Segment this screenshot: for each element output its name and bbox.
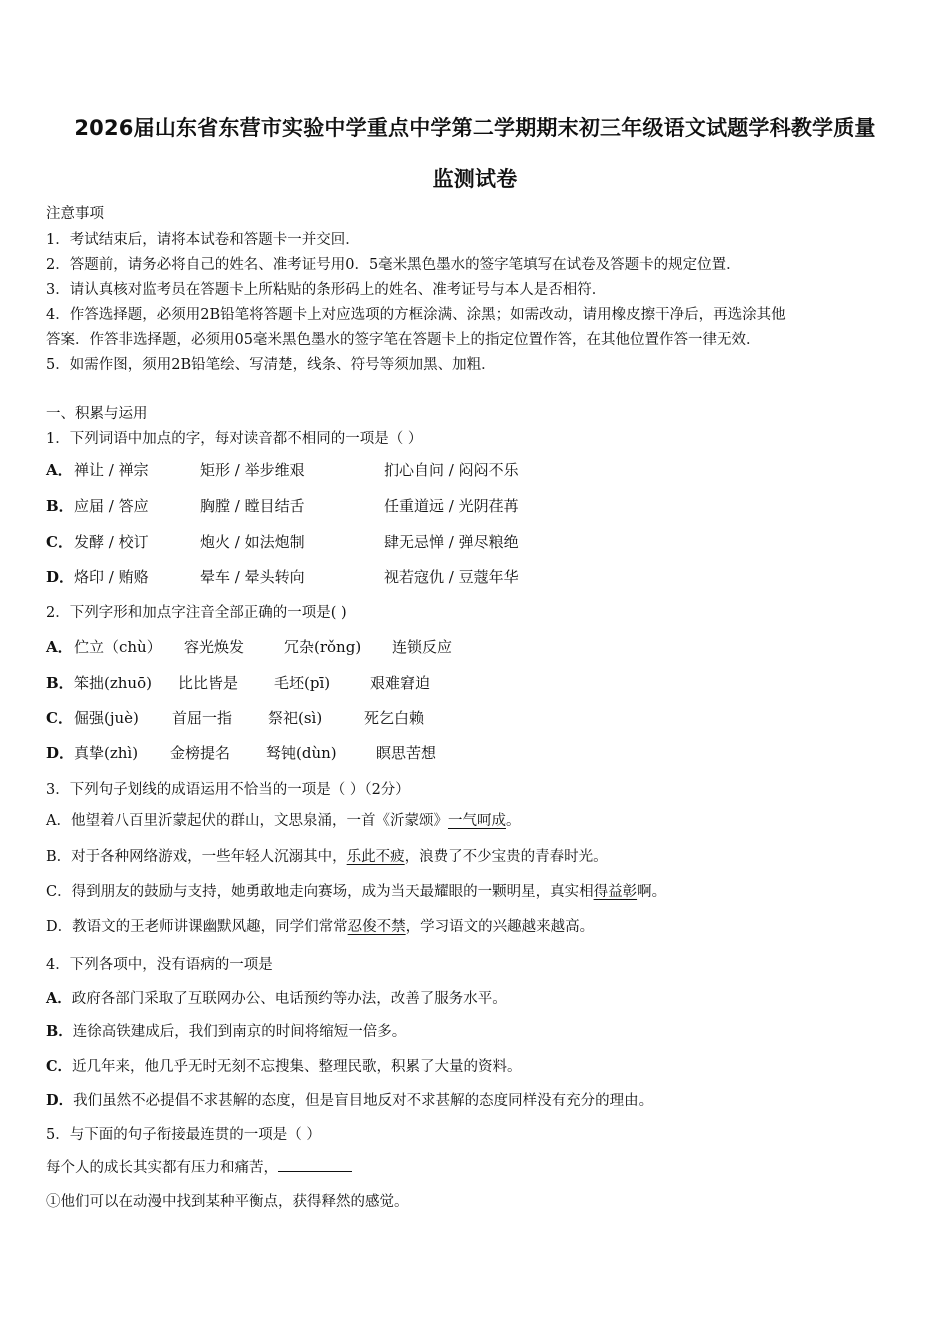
- q5-sentence: [46, 1156, 352, 1177]
- option-part: 任重道远 / 光阴荏苒: [384, 497, 519, 515]
- option-label: C．: [46, 709, 73, 727]
- option-text: 连徐高铁建成后，我们到南京的时间将缩短一倍多。: [72, 1024, 407, 1040]
- question-4-stem: 4．下列各项中，没有语病的一项是: [46, 957, 273, 973]
- option-part: 胸膛 / 瞠目结舌: [200, 497, 305, 515]
- option-part: 矩形 / 举步维艰: [200, 461, 305, 479]
- option-part: 晕车 / 晕头转向: [200, 568, 305, 586]
- section-heading: 一、积累与运用: [46, 406, 148, 422]
- q3-option-b: [46, 845, 608, 866]
- sentence-text: 每个人的成长其实都有压力和痛苦，: [46, 1160, 278, 1176]
- option-part: 比比皆是: [178, 674, 239, 692]
- option-part: 伫立（chù）: [74, 638, 162, 656]
- option-part: 扪心自问 / 闷闷不乐: [384, 461, 519, 479]
- page-title-line2: 监测试卷: [432, 167, 518, 191]
- option-text: 啊。: [637, 884, 667, 900]
- question-5-stem: 5．与下面的句子衔接最连贯的一项是（ ）: [46, 1127, 321, 1143]
- option-part: 倔强(juè): [74, 709, 139, 727]
- question-1-stem: 1．下列词语中加点的字，每对读音都不相同的一项是（ ）: [46, 431, 423, 447]
- option-part: 祭祀(sì): [268, 709, 323, 727]
- underlined-idiom: 乐此不疲: [346, 849, 405, 865]
- option-text: C．得到朋友的鼓励与支持，她勇敢地走向赛场，成为当天最耀眼的一颗明星，真实相: [46, 884, 594, 900]
- option-label: B．: [46, 674, 74, 692]
- option-label: B．: [46, 497, 74, 515]
- option-part: 炮火 / 如法炮制: [200, 533, 305, 551]
- option-label: D．: [46, 568, 75, 586]
- option-part: 毛坯(pī): [274, 674, 331, 692]
- notice-item: 3．请认真核对监考员在答题卡上所粘贴的条形码上的姓名、准考证号与本人是否相符．: [46, 282, 607, 298]
- option-text: A．他望着八百里沂蒙起伏的群山，文思泉涌，一首《沂蒙颂》: [46, 813, 448, 829]
- option-label: A．: [46, 638, 73, 656]
- notice-heading: 注意事项: [46, 206, 104, 222]
- answer-blank: [278, 1157, 352, 1172]
- option-text: ，浪费了不少宝贵的青春时光。: [404, 849, 608, 865]
- option-part: 真挚(zhì): [74, 744, 139, 762]
- option-text: 政府各部门采取了互联网办公、电话预约等办法，改善了服务水平。: [71, 991, 507, 1007]
- notice-item: 4．作答选择题，必须用2B铅笔将答题卡上对应选项的方框涂满、涂黑；如需改动，请用橡皮擦干净后，再选涂其他: [46, 307, 786, 323]
- option-text: D．教语文的王老师讲课幽默风趣，同学们常常: [46, 919, 348, 935]
- q4-option-a: [46, 987, 507, 1008]
- option-label: C．: [46, 533, 73, 551]
- notice-item: 答案．作答非选择题，必须用05毫米黑色墨水的签字笔在答题卡上的指定位置作答，在其他位置作答一律无效．: [46, 332, 761, 348]
- option-part: 死乞白赖: [364, 709, 425, 727]
- option-label: B．: [46, 1023, 73, 1040]
- notice-item: 1．考试结束后，请将本试卷和答题卡一并交回．: [46, 232, 360, 248]
- q4-option-c: [46, 1055, 522, 1076]
- option-label: D．: [46, 744, 75, 762]
- q4-option-b: [46, 1020, 406, 1041]
- option-part: 瞑思苦想: [376, 744, 437, 762]
- option-part: 艰难窘迫: [370, 674, 431, 692]
- notice-item: 5．如需作图，须用2B铅笔绘、写清楚，线条、符号等须加黑、加粗．: [46, 357, 496, 373]
- underlined-idiom: 一气呵成: [447, 813, 506, 829]
- option-part: 肆无忌惮 / 弹尽粮绝: [384, 533, 519, 551]
- option-part: 禅让 / 禅宗: [74, 461, 149, 479]
- option-part: 笨拙(zhuō): [74, 674, 152, 692]
- page-title-line1: 2026届山东省东营市实验中学重点中学第二学期期末初三年级语文试题学科教学质量: [74, 116, 876, 140]
- underlined-idiom: 得益彰: [593, 884, 638, 900]
- option-part: 烙印 / 贿赂: [74, 568, 149, 586]
- option-text: ，学习语文的兴趣越来越高。: [405, 919, 595, 935]
- option-text: B．对于各种网络游戏，一些年轻人沉溺其中，: [46, 849, 347, 865]
- option-part: 首屈一指: [172, 709, 233, 727]
- q3-option-c: [46, 880, 666, 901]
- option-part: 金榜提名: [170, 744, 231, 762]
- notice-item: 2．答题前，请务必将自己的姓名、准考证号用0．5毫米黑色墨水的签字笔填写在试卷及答题卡的规定位置．: [46, 257, 741, 273]
- option-text: 我们虽然不必提倡不求甚解的态度，但是盲目地反对不求甚解的态度同样没有充分的理由。: [73, 1093, 654, 1109]
- option-label: D．: [46, 1092, 74, 1109]
- option-part: 连锁反应: [392, 638, 453, 656]
- option-text: 。: [505, 813, 521, 829]
- underlined-idiom: 忍俊不禁: [347, 919, 406, 935]
- q3-option-d: [46, 915, 594, 936]
- option-part: 视若寇仇 / 豆蔻年华: [384, 568, 519, 586]
- q4-option-d: [46, 1089, 653, 1110]
- option-part: 驽钝(dùn): [266, 744, 337, 762]
- option-part: 冗杂(rǒng): [284, 638, 362, 656]
- option-label: A．: [46, 461, 73, 479]
- option-label: C．: [46, 1058, 73, 1075]
- question-2-stem: 2．下列字形和加点字注音全部正确的一项是( ): [46, 605, 347, 621]
- q5-item-1: ①他们可以在动漫中找到某种平衡点，获得释然的感觉。: [46, 1194, 409, 1210]
- q3-option-a: [46, 809, 520, 830]
- option-label: A．: [46, 990, 72, 1007]
- question-3-stem: 3．下列句子划线的成语运用不恰当的一项是（ ）（2分）: [46, 782, 410, 798]
- option-part: 发酵 / 校订: [74, 533, 149, 551]
- option-part: 应届 / 答应: [74, 497, 149, 515]
- option-text: 近几年来，他几乎无时无刻不忘搜集、整理民歌，积累了大量的资料。: [72, 1059, 522, 1075]
- option-part: 容光焕发: [184, 638, 245, 656]
